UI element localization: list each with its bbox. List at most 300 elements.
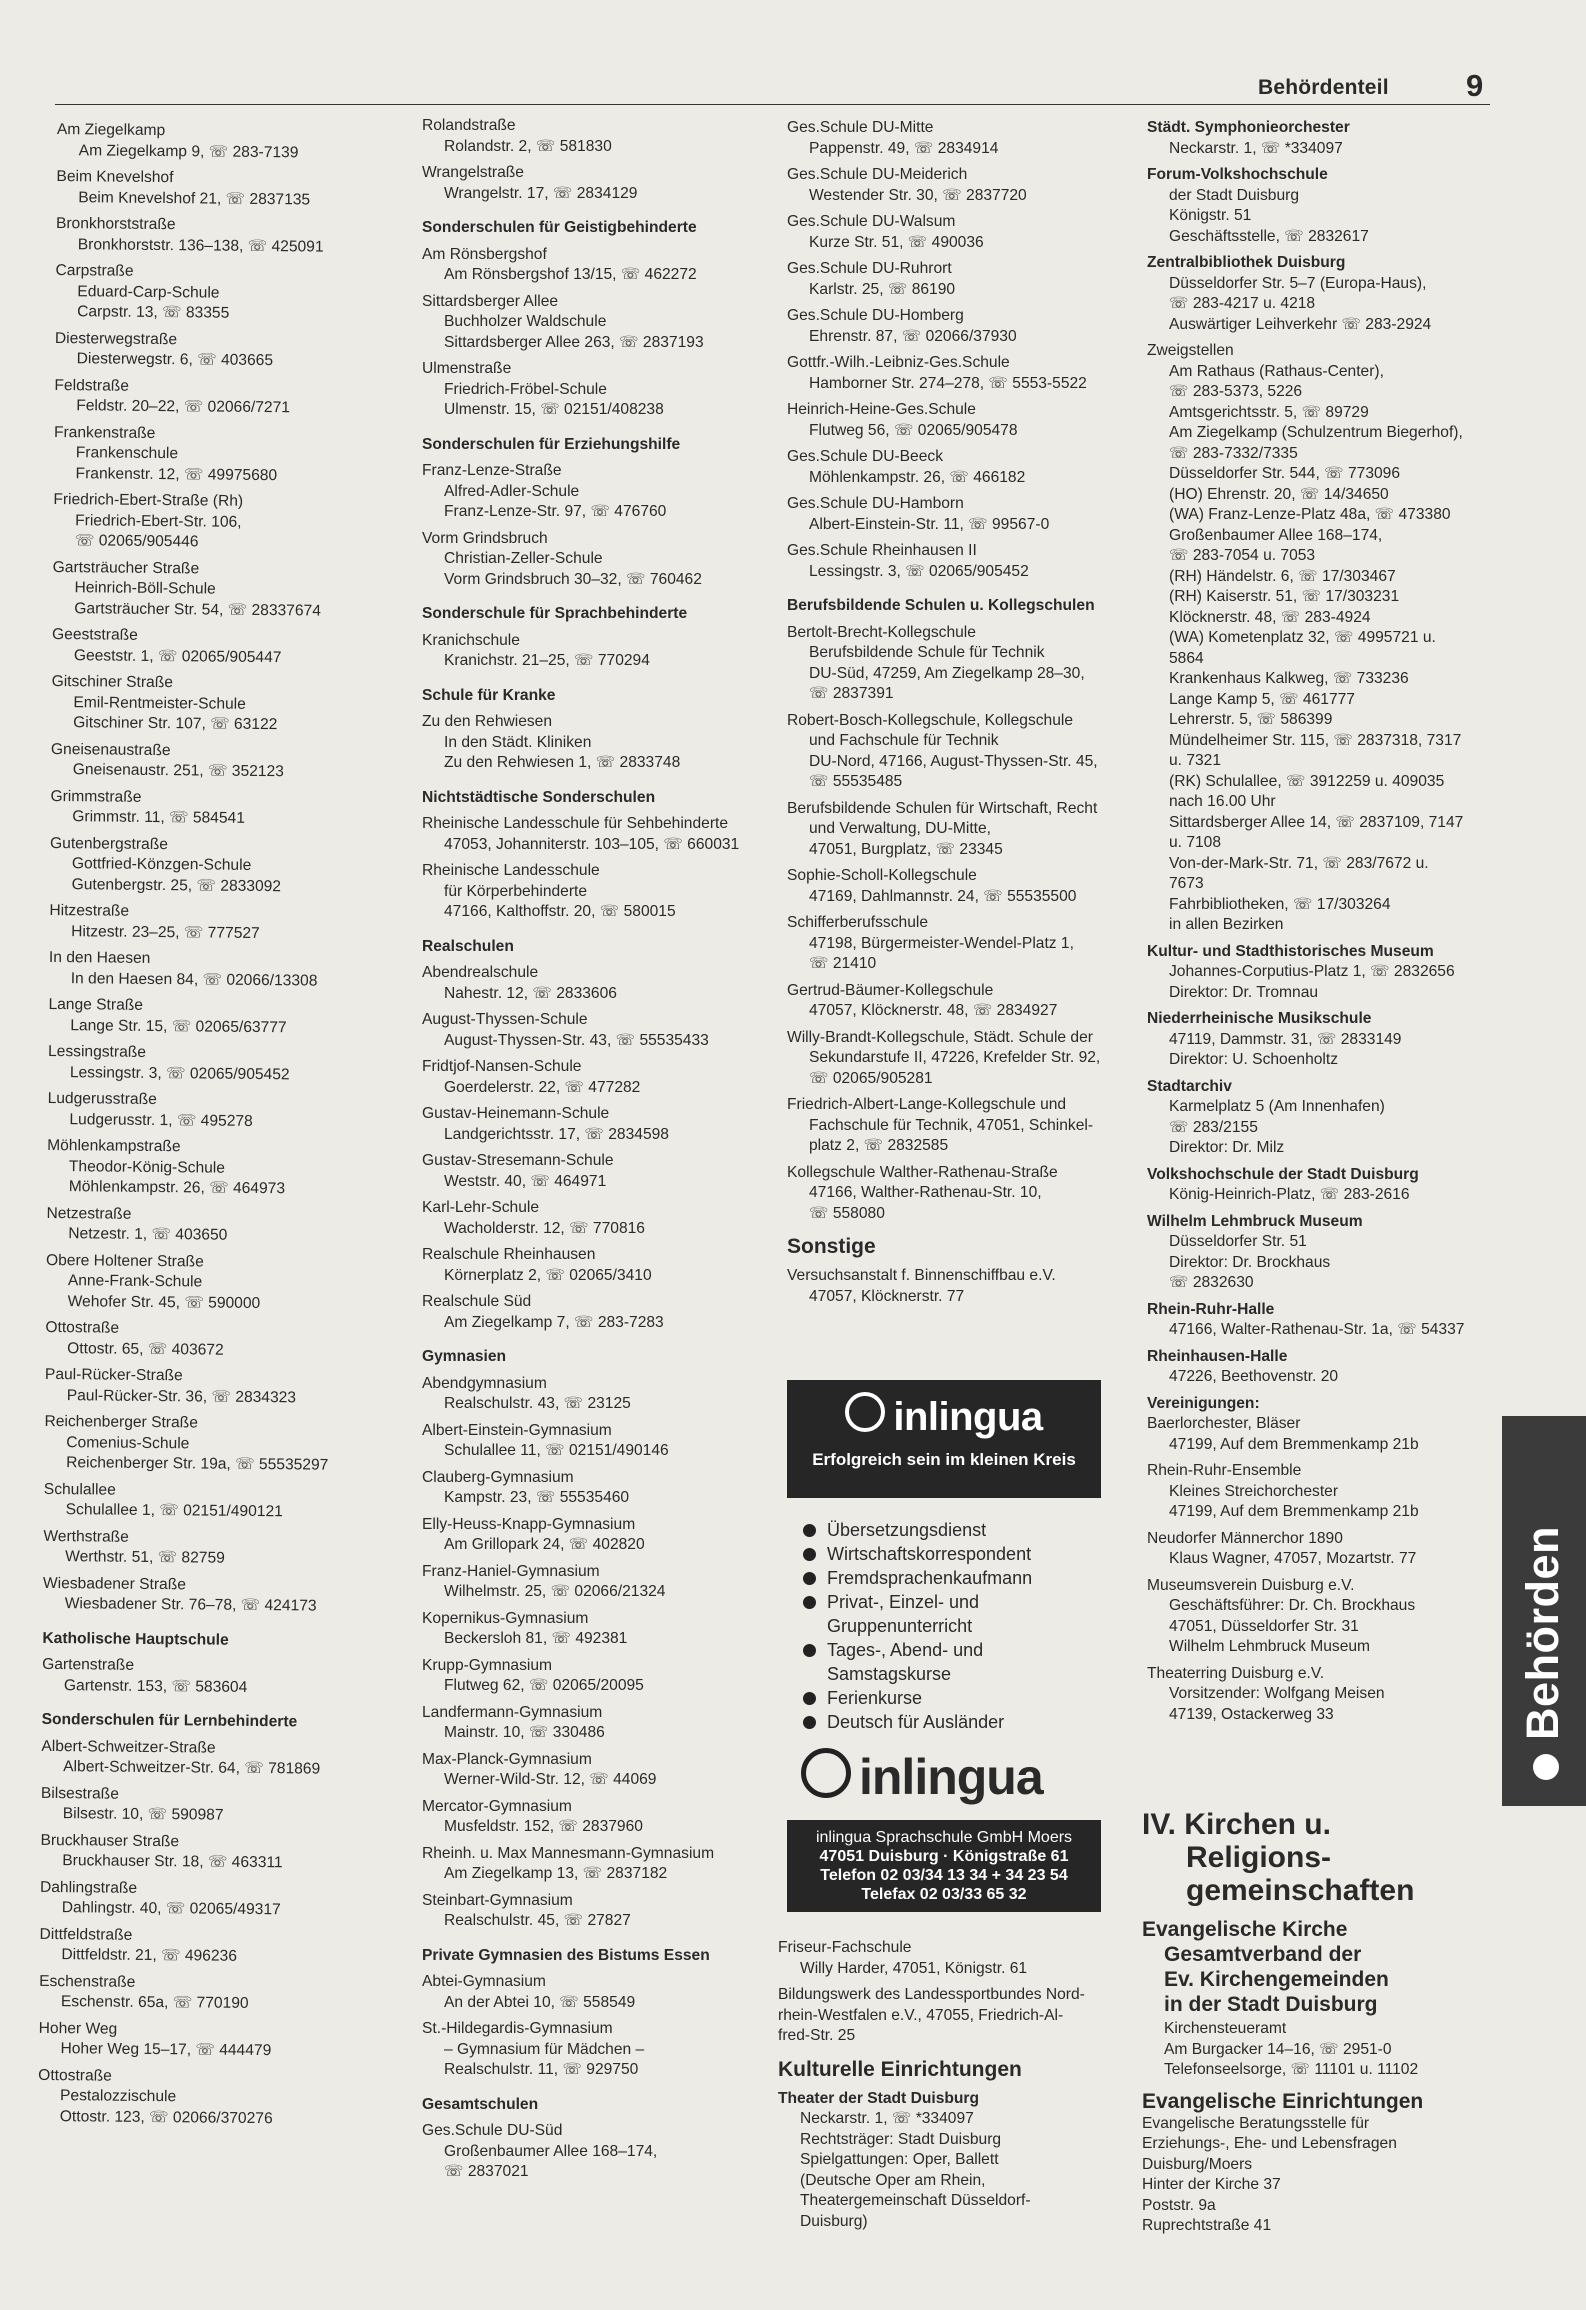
entry-detail: 47226, Beethovenstr. 20	[1169, 1368, 1339, 1385]
inlingua-advertisement	[787, 1380, 1101, 1903]
entry-name: Bildungswerk des Landessportbundes Nord-	[778, 1986, 1085, 2003]
entry-detail: Klöcknerstr. 48, ☏ 283-4924	[1169, 608, 1371, 626]
entry-detail: Dittfeldstr. 21, ☏ 496236	[61, 1946, 238, 1965]
directory-entry	[1147, 1664, 1487, 1726]
entry-detail: platz 2, ☏ 2832585	[809, 1137, 949, 1154]
ad-service-item: Tages-, Abend- und Samstagskurse	[801, 1638, 1101, 1686]
entry-detail: Duisburg)	[800, 2212, 868, 2230]
entry-name: Sophie-Scholl-Kollegschule	[787, 867, 977, 884]
entry-detail: Rolandstr. 2, ☏ 581830	[444, 137, 612, 155]
entry-detail: Lessingstr. 3, ☏ 02065/905452	[69, 1063, 290, 1083]
entry-name: Reichenberger Straße	[44, 1412, 199, 1432]
entry-name: Wiesbadener Straße	[42, 1574, 187, 1593]
section-iv	[1142, 1808, 1487, 2237]
directory-entry	[422, 1057, 782, 1098]
ad-service-list	[801, 1518, 1101, 1734]
entry-detail: Wrangelstr. 17, ☏ 2834129	[444, 184, 638, 202]
entry-detail: ☏ 2832630	[1169, 1274, 1254, 1291]
column-3-lower	[778, 1938, 1108, 2238]
directory-entry	[787, 118, 1117, 159]
entry-detail: DU-Süd, 47259, Am Ziegelkamp 28–30,	[809, 664, 1085, 682]
entry-detail: Karlstr. 25, ☏ 86190	[809, 280, 956, 298]
directory-entry	[778, 1938, 1108, 1979]
directory-entry	[50, 833, 401, 898]
entry-detail: Feldstr. 20–22, ☏ 02066/7271	[76, 397, 291, 417]
entry-detail: Willy Harder, 47051, Königstr. 61	[800, 1959, 1028, 1977]
directory-entry	[44, 1479, 394, 1523]
entry-detail: Alfred-Adler-Schule	[444, 482, 580, 500]
entry-name: Ottostraße	[38, 2066, 112, 2085]
directory-entry	[422, 163, 782, 204]
entry-name: Museumsverein Duisburg e.V.	[1147, 1576, 1355, 1594]
entry-detail: (RH) Kaiserstr. 51, ☏ 17/303231	[1169, 588, 1400, 605]
entry-name: Lessingstraße	[47, 1042, 147, 1061]
directory-entry	[49, 948, 399, 992]
entry-detail: Flutweg 56, ☏ 02065/905478	[809, 421, 1018, 439]
entry-name: Kopernikus-Gymnasium	[422, 1609, 589, 1627]
directory-entry	[1147, 1009, 1487, 1071]
entry-detail: Gneisenaustr. 251, ☏ 352123	[72, 761, 284, 781]
directory-entry	[1147, 942, 1487, 1004]
entry-detail: Körnerplatz 2, ☏ 02065/3410	[444, 1266, 652, 1284]
entry-name: Max-Planck-Gymnasium	[422, 1750, 592, 1768]
directory-entry	[39, 1924, 389, 1968]
entry-name: Franz-Haniel-Gymnasium	[422, 1562, 600, 1580]
entry-name: Ges.Schule DU-Walsum	[787, 213, 956, 230]
entry-detail: 47051, Düsseldorfer Str. 31	[1169, 1617, 1359, 1635]
directory-entry	[422, 1750, 782, 1791]
entry-name: Steinbart-Gymnasium	[422, 1891, 573, 1909]
entry-detail: Am Ziegelkamp 9, ☏ 283-7139	[78, 141, 299, 161]
entry-detail: Vorsitzender: Wolfgang Meisen	[1169, 1685, 1385, 1702]
section-heading: Sonderschulen für Lernbehinderte	[41, 1710, 298, 1731]
entry-name: Albert-Schweitzer-Straße	[41, 1737, 216, 1757]
entry-detail: Möhlenkampstr. 26, ☏ 464973	[68, 1178, 286, 1198]
evangelische-einrichtungen-heading: Evangelische Einrichtungen	[1142, 2089, 1424, 2113]
directory-entry	[422, 963, 782, 1004]
entry-name: Bruckhauser Straße	[40, 1831, 180, 1850]
entry-name: Gartenstraße	[42, 1655, 135, 1674]
entry-detail: An der Abtei 10, ☏ 558549	[444, 1993, 636, 2011]
directory-entry	[50, 786, 400, 830]
entry-detail: Friedrich-Ebert-Str. 106,	[75, 511, 242, 531]
directory-entry	[787, 447, 1117, 488]
entry-name: Bertolt-Brecht-Kollegschule	[787, 623, 976, 641]
entry-name: Gutenbergstraße	[49, 834, 169, 853]
entry-name: Gartsträucher Straße	[52, 558, 200, 577]
directory-entry	[45, 1318, 395, 1362]
entry-detail: Vorm Grindsbruch 30–32, ☏ 760462	[444, 570, 702, 588]
entry-name: Berufsbildende Schulen für Wirtschaft, Recht	[787, 799, 1098, 817]
entry-detail: Ottostr. 123, ☏ 02066/370276	[59, 2107, 273, 2127]
detail-line: Poststr. 9a	[1142, 2196, 1216, 2214]
entry-detail: Großenbaumer Allee 168–174,	[444, 2142, 658, 2160]
directory-entry	[787, 259, 1117, 300]
entry-name: Obere Holtener Straße	[45, 1251, 204, 1270]
entry-name: Ges.Schule DU-Ruhrort	[787, 260, 952, 277]
entry-detail: Frankenstr. 12, ☏ 49975680	[75, 464, 278, 484]
directory-entry	[422, 1656, 782, 1697]
entry-detail: ☏ 558080	[809, 1204, 885, 1222]
section-heading: Berufsbildende Schulen u. Kollegschulen	[787, 597, 1095, 614]
entry-name: Landfermann-Gymnasium	[422, 1703, 603, 1721]
detail-line: Erziehungs-, Ehe- und Lebensfragen	[1142, 2135, 1397, 2152]
directory-entry	[778, 2089, 1108, 2233]
entry-detail: 7673	[1169, 875, 1204, 892]
entry-detail: Schulallee 11, ☏ 02151/490146	[444, 1442, 669, 1459]
entry-name: Gertrud-Bäumer-Kollegschule	[787, 981, 994, 999]
entry-detail: 47198, Bürgermeister-Wendel-Platz 1,	[809, 934, 1074, 952]
detail-line: Am Burgacker 14–16, ☏ 2951-0	[1164, 2040, 1392, 2058]
entry-name: Kultur- und Stadthistorisches Museum	[1147, 942, 1434, 960]
entry-name: Gneisenaustraße	[50, 740, 171, 759]
ad-service-item: Deutsch für Ausländer	[801, 1710, 1101, 1734]
entry-detail: Am Ziegelkamp (Schulzentrum Biegerhof),	[1169, 424, 1463, 441]
entry-detail: Ulmenstr. 15, ☏ 02151/408238	[444, 401, 664, 418]
entry-name: Heinrich-Heine-Ges.Schule	[787, 401, 976, 418]
entry-detail: Von-der-Mark-Str. 71, ☏ 283/7672 u.	[1169, 854, 1429, 872]
entry-detail: Sittardsberger Allee 14, ☏ 2837109, 7147	[1169, 813, 1464, 831]
entry-name: Ges.Schule DU-Mitte	[787, 119, 934, 136]
entry-detail: Gutenbergstr. 25, ☏ 2833092	[71, 875, 282, 895]
entry-detail: Direktor: U. Schoenholtz	[1169, 1051, 1339, 1068]
entry-name: Gottfr.-Wilh.-Leibniz-Ges.Schule	[787, 354, 1010, 371]
entry-name: Eschenstraße	[39, 1972, 136, 1991]
directory-entry	[422, 292, 782, 354]
entry-name: Ges.Schule DU-Homberg	[787, 307, 964, 324]
entry-detail: nach 16.00 Uhr	[1169, 793, 1276, 810]
directory-entry	[51, 672, 402, 737]
directory-entry	[52, 625, 402, 669]
entry-detail: Theodor-König-Schule	[68, 1157, 226, 1177]
detail-line: Telefonseelsorge, ☏ 11101 u. 11102	[1164, 2061, 1419, 2078]
entry-detail: Albert-Einstein-Str. 11, ☏ 99567-0	[809, 515, 1050, 533]
directory-entry	[54, 375, 404, 419]
einrichtungen-details	[1142, 2114, 1487, 2237]
entry-name: Neudorfer Männerchor 1890	[1147, 1529, 1343, 1547]
entry-detail: Hamborner Str. 274–278, ☏ 5553-5522	[809, 374, 1087, 392]
directory-entry	[422, 1515, 782, 1556]
section-heading: Sonderschulen für Geistigbehinderte	[422, 219, 697, 236]
directory-entry	[53, 490, 404, 555]
detail-line: Evangelische Beratungsstelle für	[1142, 2114, 1370, 2132]
entry-name: Geeststraße	[51, 625, 138, 644]
entry-detail: Christian-Zeller-Schule	[444, 550, 603, 567]
directory-entry	[1147, 1576, 1487, 1658]
entry-name: Frankenstraße	[53, 423, 156, 442]
directory-entry	[787, 1163, 1117, 1225]
ad-banner	[787, 1380, 1101, 1498]
entry-name: Ottostraße	[45, 1318, 120, 1337]
entry-detail: Albert-Schweitzer-Str. 64, ☏ 781869	[63, 1758, 321, 1778]
entry-name: Abendgymnasium	[422, 1374, 547, 1392]
directory-entry	[46, 1203, 396, 1247]
entry-detail: Paul-Rücker-Str. 36, ☏ 2834323	[66, 1386, 297, 1406]
directory-entry	[41, 1736, 391, 1780]
entry-detail: 47166, Walter-Rathenau-Str. 1a, ☏ 54337	[1169, 1321, 1465, 1338]
directory-entry	[787, 866, 1117, 907]
entry-detail: Rechtsträger: Stadt Duisburg	[800, 2130, 1002, 2148]
entry-name: Schulallee	[43, 1480, 116, 1499]
entry-name: Versuchsanstalt f. Binnenschiffbau e.V.	[787, 1267, 1056, 1284]
entry-detail: Düsseldorfer Str. 544, ☏ 773096	[1169, 465, 1401, 482]
entry-name: Wilhelm Lehmbruck Museum	[1147, 1212, 1363, 1230]
entry-name: Forum-Volkshochschule	[1147, 166, 1328, 183]
entry-detail: 5864	[1169, 649, 1204, 667]
entry-detail: (WA) Kometenplatz 32, ☏ 4995721 u.	[1169, 629, 1436, 646]
directory-entry	[422, 1421, 782, 1462]
entry-name: Ges.Schule Rheinhausen II	[787, 542, 977, 559]
entry-name: Theaterring Duisburg e.V.	[1147, 1664, 1325, 1682]
entry-detail: 47166, Kalthoffstr. 20, ☏ 580015	[444, 903, 676, 920]
entry-detail: Geeststr. 1, ☏ 02065/905447	[73, 646, 282, 666]
entry-detail: Weststr. 40, ☏ 464971	[444, 1172, 607, 1190]
entry-detail: ☏ 283-7332/7335	[1169, 444, 1298, 462]
directory-entry	[787, 541, 1117, 582]
directory-entry	[1147, 1300, 1487, 1341]
detail-line: Hinter der Kirche 37	[1142, 2176, 1281, 2193]
entry-detail: Schulallee 1, ☏ 02151/490121	[65, 1501, 283, 1521]
entry-detail: Wilhelmstr. 25, ☏ 02066/21324	[444, 1583, 666, 1600]
directory-entry	[1147, 1347, 1487, 1388]
entry-name: Dittfeldstraße	[39, 1925, 133, 1944]
directory-entry	[787, 1095, 1117, 1157]
entry-detail: ☏ 21410	[809, 955, 877, 972]
entry-detail: ☏ 2837021	[444, 2163, 529, 2180]
entry-name: Wrangelstraße	[422, 164, 524, 181]
section-iv-heading: IV. Kirchen u. Religions- gemeinschaften	[1142, 1808, 1415, 1907]
entry-name: Gustav-Heinemann-Schule	[422, 1105, 610, 1122]
directory-entry	[46, 1250, 397, 1315]
entry-detail: Eschenstr. 65a, ☏ 770190	[60, 1993, 249, 2012]
directory-entry	[55, 328, 405, 372]
entry-name: Mercator-Gymnasium	[422, 1797, 572, 1815]
entry-detail: Lange Kamp 5, ☏ 461777	[1169, 690, 1355, 708]
ad-service-item: Ferienkurse	[801, 1686, 1101, 1710]
entry-detail: Ludgerusstr. 1, ☏ 495278	[69, 1110, 253, 1130]
section-heading: Sonderschule für Sprachbehinderte	[422, 605, 688, 622]
entry-detail: Am Rönsbergshof 13/15, ☏ 462272	[444, 266, 697, 283]
directory-entry	[787, 212, 1117, 253]
ad-service-item: Fremdsprachenkaufmann	[801, 1566, 1101, 1590]
entry-detail: Wiesbadener Str. 76–78, ☏ 424173	[64, 1595, 317, 1615]
entry-name: Albert-Einstein-Gymnasium	[422, 1421, 612, 1439]
directory-entry	[422, 814, 782, 855]
section-heading: Kulturelle Einrichtungen	[778, 2057, 1022, 2081]
entry-detail: Bruckhauser Str. 18, ☏ 463311	[62, 1852, 283, 1872]
entry-detail: In den Haesen 84, ☏ 02066/13308	[70, 969, 318, 990]
entry-name: Stadtarchiv	[1147, 1077, 1232, 1095]
entry-name: Schifferberufsschule	[787, 914, 928, 931]
directory-entry	[45, 1365, 395, 1409]
entry-detail: Realschulstr. 45, ☏ 27827	[444, 1912, 631, 1929]
directory-entry	[42, 1655, 392, 1699]
entry-detail: Reichenberger Str. 19a, ☏ 55535297	[66, 1454, 329, 1474]
directory-entry	[52, 557, 403, 622]
entry-detail: Realschulstr. 43, ☏ 23125	[444, 1395, 631, 1412]
entry-detail: Comenius-Schule	[66, 1433, 190, 1452]
entry-detail: und Fachschule für Technik	[809, 732, 999, 749]
entry-detail: Diesterwegstr. 6, ☏ 403665	[76, 350, 274, 370]
entry-name: Vereinigungen:	[1147, 1394, 1260, 1412]
entry-detail: Beckersloh 81, ☏ 492381	[444, 1630, 628, 1647]
entry-detail: Gitschiner Str. 107, ☏ 63122	[73, 714, 278, 734]
entry-detail: 47199, Auf dem Bremmenkamp 21b	[1169, 1503, 1419, 1520]
entry-detail: (Deutsche Oper am Rhein,	[800, 2171, 986, 2189]
directory-entry	[55, 261, 406, 326]
entry-detail: Gartsträucher Str. 54, ☏ 28337674	[74, 599, 322, 620]
directory-entry	[778, 1985, 1108, 2047]
directory-entry	[1147, 1461, 1487, 1523]
entry-detail: Möhlenkampstr. 26, ☏ 466182	[809, 468, 1026, 486]
entry-detail: Friedrich-Fröbel-Schule	[444, 380, 607, 398]
side-tab-label: Behörden	[1500, 1526, 1586, 1780]
entry-detail: Kampstr. 23, ☏ 55535460	[444, 1489, 630, 1506]
entry-name: Rhein-Ruhr-Ensemble	[1147, 1462, 1302, 1479]
ad-service-item: Übersetzungsdienst	[801, 1518, 1101, 1542]
entry-detail: Landgerichtsstr. 17, ☏ 2834598	[444, 1125, 669, 1143]
entry-detail: Werner-Wild-Str. 12, ☏ 44069	[444, 1771, 657, 1788]
entry-name: Willy-Brandt-Kollegschule, Städt. Schule der	[787, 1028, 1093, 1046]
entry-name: Zentralbibliothek Duisburg	[1147, 254, 1346, 271]
directory-entry	[787, 400, 1117, 441]
entry-name: Ulmenstraße	[422, 360, 512, 377]
entry-name: Werthstraße	[43, 1527, 129, 1546]
entry-name: Franz-Lenze-Straße	[422, 462, 562, 479]
directory-entry	[787, 165, 1117, 206]
entry-detail: Grimmstr. 11, ☏ 584541	[72, 808, 246, 827]
directory-entry	[43, 1526, 393, 1570]
entry-detail: Am Ziegelkamp 13, ☏ 2837182	[444, 1865, 668, 1882]
entry-detail: Lessingstr. 3, ☏ 02065/905452	[809, 562, 1029, 580]
entry-name: Möhlenkampstraße	[47, 1136, 181, 1156]
entry-detail: Emil-Rentmeister-Schule	[73, 693, 246, 713]
section-heading: Realschulen	[422, 937, 514, 955]
entry-detail: Direktor: Dr. Brockhaus	[1169, 1253, 1331, 1271]
entry-name: St.-Hildegardis-Gymnasium	[422, 2020, 613, 2037]
directory-entry	[47, 1136, 398, 1201]
section-heading: Katholische Hauptschule	[42, 1629, 229, 1649]
entry-detail: Pappenstr. 49, ☏ 2834914	[809, 139, 999, 157]
directory-entry	[1147, 341, 1487, 936]
entry-detail: (RH) Händelstr. 6, ☏ 17/303467	[1169, 567, 1396, 585]
entry-detail: 47169, Dahlmannstr. 24, ☏ 55535500	[809, 887, 1077, 905]
directory-entry	[422, 116, 782, 157]
entry-name: Friedrich-Ebert-Straße (Rh)	[53, 490, 244, 510]
section-heading: Private Gymnasien des Bistums Essen	[422, 1946, 710, 1964]
entry-detail: u. 7108	[1169, 834, 1222, 851]
directory-entry	[422, 1198, 782, 1239]
entry-detail: ☏ 02065/905446	[74, 532, 199, 551]
directory-entry	[422, 461, 782, 523]
entry-name: Gustav-Stresemann-Schule	[422, 1152, 614, 1169]
directory-entry	[422, 1703, 782, 1744]
entry-detail: Geschäftsführer: Dr. Ch. Brockhaus	[1169, 1597, 1416, 1614]
directory-entry	[422, 1374, 782, 1415]
entry-detail: Sittardsberger Allee 263, ☏ 2837193	[444, 333, 704, 351]
entry-name: Robert-Bosch-Kollegschule, Kollegschule	[787, 711, 1074, 729]
bullet-icon	[1533, 1754, 1559, 1780]
entry-name: Grimmstraße	[50, 787, 142, 806]
directory-entry	[422, 1245, 782, 1286]
entry-name: Abtei-Gymnasium	[422, 1973, 546, 1990]
entry-name: Krupp-Gymnasium	[422, 1656, 552, 1674]
entry-detail: Neckarstr. 1, ☏ *334097	[1169, 139, 1343, 157]
entry-name: Städt. Symphonieorchester	[1147, 119, 1350, 136]
entry-detail: 47057, Klöcknerstr. 77	[809, 1287, 965, 1305]
ad-logo: inlingua	[787, 1380, 1101, 1440]
entry-name: Friseur-Fachschule	[778, 1939, 912, 1956]
ad-service-item: Wirtschaftskorrespondent	[801, 1542, 1101, 1566]
entry-detail: Am Ziegelkamp 7, ☏ 283-7283	[444, 1313, 664, 1331]
ad-service-item: Privat-, Einzel- und Gruppenunterricht	[801, 1590, 1101, 1638]
entry-detail: Carpstr. 13, ☏ 83355	[77, 303, 230, 322]
directory-entry	[787, 353, 1117, 394]
logo-circle-icon	[845, 1392, 885, 1432]
entry-detail: Realschulstr. 11, ☏ 929750	[444, 2061, 639, 2078]
entry-detail: Großenbaumer Allee 168–174,	[1169, 526, 1383, 544]
entry-name: Sittardsberger Allee	[422, 292, 559, 310]
entry-name: Fridtjof-Nansen-Schule	[422, 1058, 582, 1075]
entry-detail: (RK) Schulallee, ☏ 3912259 u. 409035	[1169, 772, 1445, 790]
directory-entry	[1147, 1165, 1487, 1206]
entry-name: Ges.Schule DU-Hamborn	[787, 495, 964, 512]
directory-entry	[787, 913, 1117, 975]
directory-entry	[422, 1609, 782, 1650]
section-heading: Sonderschulen für Erziehungshilfe	[422, 435, 681, 453]
entry-name: Netzestraße	[46, 1204, 132, 1223]
entry-detail: Bilsestr. 10, ☏ 590987	[62, 1805, 224, 1824]
entry-name: Dahlingstraße	[39, 1878, 138, 1897]
entry-detail: Fachschule für Technik, 47051, Schinkel-	[809, 1116, 1094, 1134]
directory-entry	[422, 2121, 782, 2183]
directory-entry	[1147, 165, 1487, 247]
entry-name: Niederrheinische Musikschule	[1147, 1010, 1372, 1027]
entry-detail: ☏ 283/2155	[1169, 1118, 1258, 1136]
directory-entry	[422, 1844, 782, 1885]
section-title: Behördenteil	[1258, 76, 1389, 99]
entry-detail: und Verwaltung, DU-Mitte,	[809, 820, 992, 837]
entry-detail: Direktor: Dr. Milz	[1169, 1139, 1285, 1156]
entry-detail: in allen Bezirken	[1169, 916, 1284, 933]
entry-detail: (HO) Ehrenstr. 20, ☏ 14/34650	[1169, 485, 1389, 503]
entry-detail: (WA) Franz-Lenze-Platz 48a, ☏ 473380	[1169, 506, 1451, 523]
entry-name: Realschule Süd	[422, 1293, 532, 1310]
entry-detail: Franz-Lenze-Str. 97, ☏ 476760	[444, 503, 667, 520]
directory-entry	[1147, 1212, 1487, 1294]
gesamtverband-line-2: Ev. Kirchengemeinden	[1164, 1968, 1389, 1991]
entry-detail: Krankenhaus Kalkweg, ☏ 733236	[1169, 670, 1409, 687]
entry-name: Ges.Schule DU-Meiderich	[787, 166, 968, 183]
entry-detail: 47051, Burgplatz, ☏ 23345	[809, 840, 1003, 858]
directory-entry	[787, 623, 1117, 705]
entry-detail: Ehrenstr. 87, ☏ 02066/37930	[809, 327, 1017, 345]
entry-detail: Neckarstr. 1, ☏ *334097	[800, 2110, 974, 2127]
entry-detail: ☏ 283-5373, 5226	[1169, 383, 1303, 400]
entry-name: Paul-Rücker-Straße	[44, 1365, 183, 1385]
entry-name: Gitschiner Straße	[51, 672, 174, 692]
entry-name: Diesterwegstraße	[54, 329, 178, 348]
directory-entry	[43, 1573, 393, 1617]
entry-detail: Fahrbibliotheken, ☏ 17/303264	[1169, 895, 1391, 913]
entry-name: Lange Straße	[48, 995, 144, 1014]
entry-name: Karl-Lehr-Schule	[422, 1199, 540, 1216]
directory-entry	[51, 739, 401, 783]
entry-detail: ☏ 283-7054 u. 7053	[1169, 547, 1316, 564]
entry-detail: 47139, Ostackerweg 33	[1169, 1705, 1334, 1723]
entry-detail: 47166, Walther-Rathenau-Str. 10,	[809, 1184, 1042, 1201]
directory-entry	[422, 631, 782, 672]
